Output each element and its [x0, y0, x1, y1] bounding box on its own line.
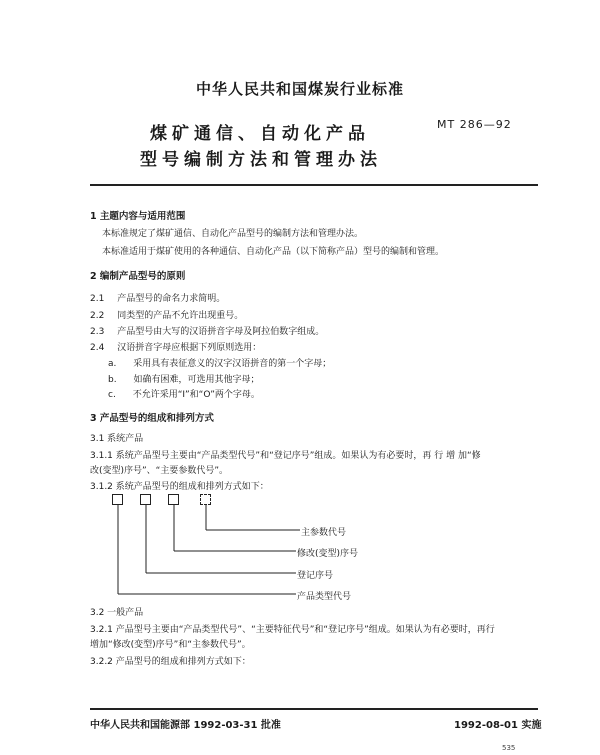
- code-box-registration: [140, 494, 151, 505]
- list-item-number: 2.2: [90, 311, 105, 321]
- list-item-number: 2.3: [90, 327, 105, 337]
- diagram-label-main-parameter: 主参数代号: [301, 528, 347, 538]
- list-item-text: 产品型号由大写的汉语拼音字母及阿拉伯数字组成。: [117, 327, 325, 337]
- list-item-text: 汉语拼音字母应根据下列原则选用：: [117, 343, 262, 353]
- clause-3-1-2: 3.1.2 系统产品型号的组成和排列方式如下：: [90, 482, 269, 492]
- code-box-product-type: [112, 494, 123, 505]
- standard-number: MT 286—92: [437, 118, 512, 131]
- clause-3-2-2: 3.2.2 产品型号的组成和排列方式如下：: [90, 657, 251, 667]
- diagram-label-revision: 修改(变型)序号: [297, 549, 359, 559]
- sub-list-text: 不允许采用“I”和“O”两个字母。: [132, 390, 260, 400]
- list-item-number: 2.1: [90, 294, 105, 304]
- clause-3-1-1-line2: 改(变型)序号”、“主要参数代号”。: [90, 466, 229, 476]
- sub-list-label: c.: [108, 390, 116, 400]
- section-3-heading: 3 产品型号的组成和排列方式: [90, 413, 214, 424]
- diagram-label-registration: 登记序号: [297, 571, 334, 581]
- clause-3-1-1-line1: 3.1.1 系统产品型号主要由“产品类型代号”和“登记序号”组成。如果认为有必要时，再 行 增 加“修: [90, 451, 481, 461]
- clause-3-1: 3.1 系统产品: [90, 434, 144, 444]
- sub-list-label: a.: [108, 359, 117, 369]
- sub-list-label: b.: [108, 375, 117, 385]
- section-1-heading: 1 主题内容与适用范围: [90, 211, 186, 222]
- diagram-label-product-type: 产品类型代号: [297, 592, 352, 602]
- list-item-text: 产品型号的命名力求简明。: [117, 294, 226, 304]
- approval-date: 中华人民共和国能源部 1992-03-31 批准: [90, 720, 281, 731]
- clause-3-2: 3.2 一般产品: [90, 608, 144, 618]
- sub-list-text: 采用具有表征意义的汉字汉语拼音的第一个字母；: [133, 359, 332, 369]
- section-1-paragraph-2: 本标准适用于煤矿使用的各种通信、自动化产品（以下简称产品）型号的编制和管理。: [102, 247, 445, 257]
- clause-3-2-1-line2: 增加“修改(变型)序号”和“主参数代号”。: [90, 640, 251, 650]
- sub-list-text: 如确有困难，可选用其他字母；: [133, 375, 260, 385]
- document-title-line2: 型号编制方法和管理办法: [140, 150, 382, 170]
- code-box-revision: [168, 494, 179, 505]
- standard-category-header: 中华人民共和国煤炭行业标准: [195, 80, 404, 98]
- code-box-main-parameter: [200, 494, 211, 505]
- list-item-text: 同类型的产品不允许出现重号。: [117, 311, 244, 321]
- clause-3-2-1-line1: 3.2.1 产品型号主要由“产品类型代号”、“主要特征代号”和“登记序号”组成。如果认为有必要时，再行: [90, 625, 495, 635]
- page-number: 535: [502, 744, 516, 752]
- implementation-date: 1992-08-01 实施: [454, 720, 542, 731]
- section-2-heading: 2 编制产品型号的原则: [90, 271, 186, 282]
- document-title-line1: 煤矿通信、自动化产品: [150, 124, 370, 144]
- list-item-number: 2.4: [90, 343, 105, 353]
- bottom-divider: [90, 708, 538, 710]
- section-1-paragraph-1: 本标准规定了煤矿通信、自动化产品型号的编制方法和管理办法。: [102, 229, 364, 239]
